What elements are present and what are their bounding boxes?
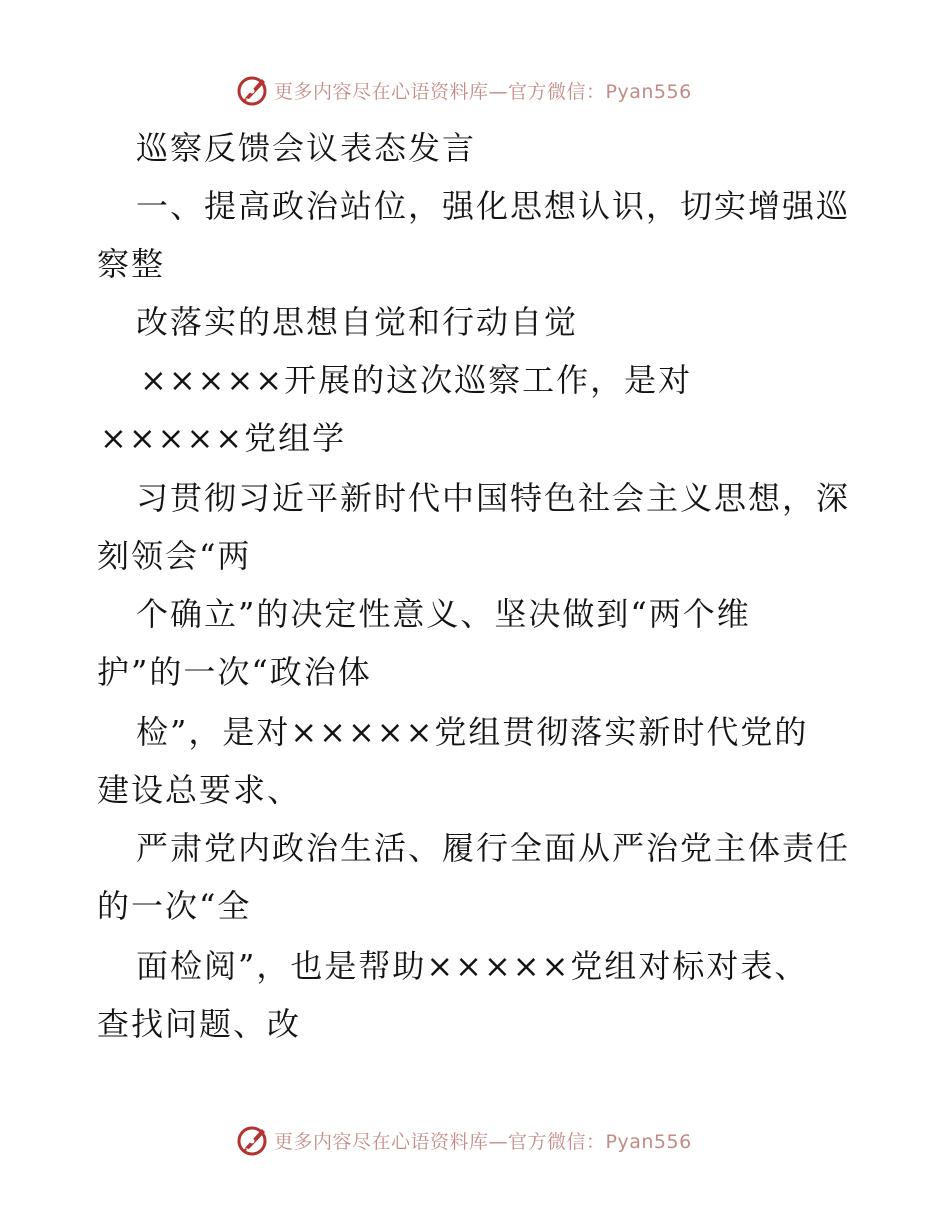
paragraph-line: 护”的一次“政治体 xyxy=(97,653,372,691)
header-banner-text: 更多内容尽在心语资料库—官方微信：Pyan556 xyxy=(274,80,692,103)
paragraph-line: 检”，是对×××××党组贯彻落实新时代党的 xyxy=(136,713,809,751)
paragraph-line: 刻领会“两 xyxy=(97,537,252,575)
paragraph-line: 严肃党内政治生活、履行全面从严治党主体责任 xyxy=(136,829,851,867)
paragraph-line: ×××××党组学 xyxy=(100,419,347,457)
document-title: 巡察反馈会议表态发言 xyxy=(136,129,477,167)
footer-banner xyxy=(236,1122,716,1158)
paragraph-line: 察整 xyxy=(97,245,166,283)
quill-pen-circle-icon xyxy=(236,1123,270,1157)
paragraph-line: 改落实的思想自觉和行动自觉 xyxy=(136,303,579,341)
paragraph-line: ×××××开展的这次巡察工作，是对 xyxy=(140,361,693,399)
paragraph-line: 个确立”的决定性意义、坚决做到“两个维 xyxy=(136,595,751,633)
paragraph-line: 建设总要求、 xyxy=(97,771,302,809)
footer-banner-text: 更多内容尽在心语资料库—官方微信：Pyan556 xyxy=(274,1130,692,1153)
paragraph-line: 面检阅”，也是帮助×××××党组对标对表、 xyxy=(136,947,809,985)
paragraph-line: 一、提高政治站位，强化思想认识，切实增强巡 xyxy=(136,187,851,225)
paragraph-line: 查找问题、改 xyxy=(97,1005,302,1043)
paragraph-line: 的一次“全 xyxy=(97,887,252,925)
paragraph-line: 习贯彻习近平新时代中国特色社会主义思想，深 xyxy=(136,479,851,517)
